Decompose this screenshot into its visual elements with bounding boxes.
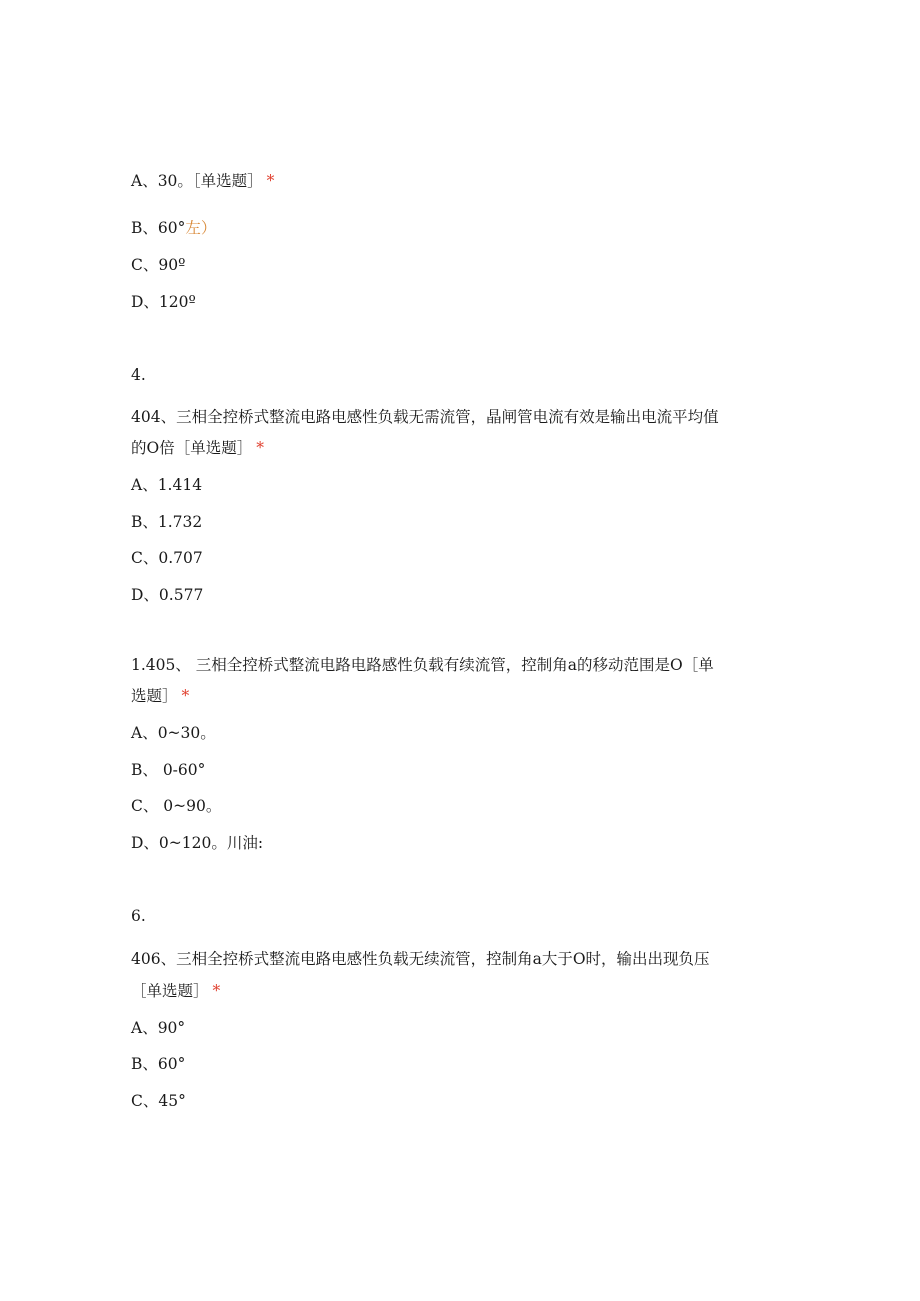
q3-option-b-text: B、60° bbox=[131, 219, 186, 237]
required-star-icon: * bbox=[266, 172, 275, 190]
q6-option-c[interactable]: C、45° bbox=[131, 1092, 186, 1110]
required-star-icon: * bbox=[181, 687, 190, 705]
q6-question-line2 bbox=[131, 981, 220, 1001]
q5-option-b[interactable]: B、 0-60° bbox=[131, 761, 206, 779]
q3-option-a-text: A、30。［单选题］ bbox=[131, 172, 263, 190]
q4-question-line2-text: 的O倍［单选题］ bbox=[131, 439, 253, 457]
q3-option-d[interactable]: D、120º bbox=[131, 293, 196, 311]
q6-number: 6. bbox=[131, 907, 146, 925]
q5-question-line2-text: 选题］ bbox=[131, 687, 178, 705]
q5-question-line1: 1.405、 三相全控桥式整流电路电路感性负载有续流管，控制角a的移动范围是O［单 bbox=[131, 656, 714, 674]
q5-option-d[interactable]: D、0~120。川油: bbox=[131, 834, 264, 852]
q4-option-d[interactable]: D、0.577 bbox=[131, 586, 204, 604]
q4-number: 4. bbox=[131, 366, 146, 384]
required-star-icon: * bbox=[256, 439, 264, 457]
q4-question-line2 bbox=[131, 438, 264, 458]
q3-option-b[interactable] bbox=[131, 218, 216, 238]
q4-option-c[interactable]: C、0.707 bbox=[131, 549, 203, 567]
required-star-icon: * bbox=[212, 982, 221, 1000]
q6-question-line2-text: ［单选题］ bbox=[131, 982, 209, 1000]
handwritten-note: 左） bbox=[185, 219, 217, 237]
q5-option-c[interactable]: C、 0~90。 bbox=[131, 797, 222, 815]
q4-option-a[interactable]: A、1.414 bbox=[131, 476, 203, 494]
q5-question-line2 bbox=[131, 686, 189, 706]
q5-option-a[interactable]: A、0~30。 bbox=[131, 724, 216, 742]
q6-option-b[interactable]: B、60° bbox=[131, 1055, 186, 1073]
q6-option-a[interactable]: A、90° bbox=[131, 1019, 186, 1037]
q3-option-c[interactable]: C、90º bbox=[131, 256, 186, 274]
q4-question-line1: 404、三相全控桥式整流电路电感性负载无需流管，晶闸管电流有效是输出电流平均值 bbox=[131, 408, 719, 426]
q3-option-a[interactable] bbox=[131, 171, 274, 191]
q6-question-line1: 406、三相全控桥式整流电路电感性负载无续流管，控制角a大于O时，输出出现负压 bbox=[131, 950, 710, 968]
q4-option-b[interactable]: B、1.732 bbox=[131, 513, 203, 531]
